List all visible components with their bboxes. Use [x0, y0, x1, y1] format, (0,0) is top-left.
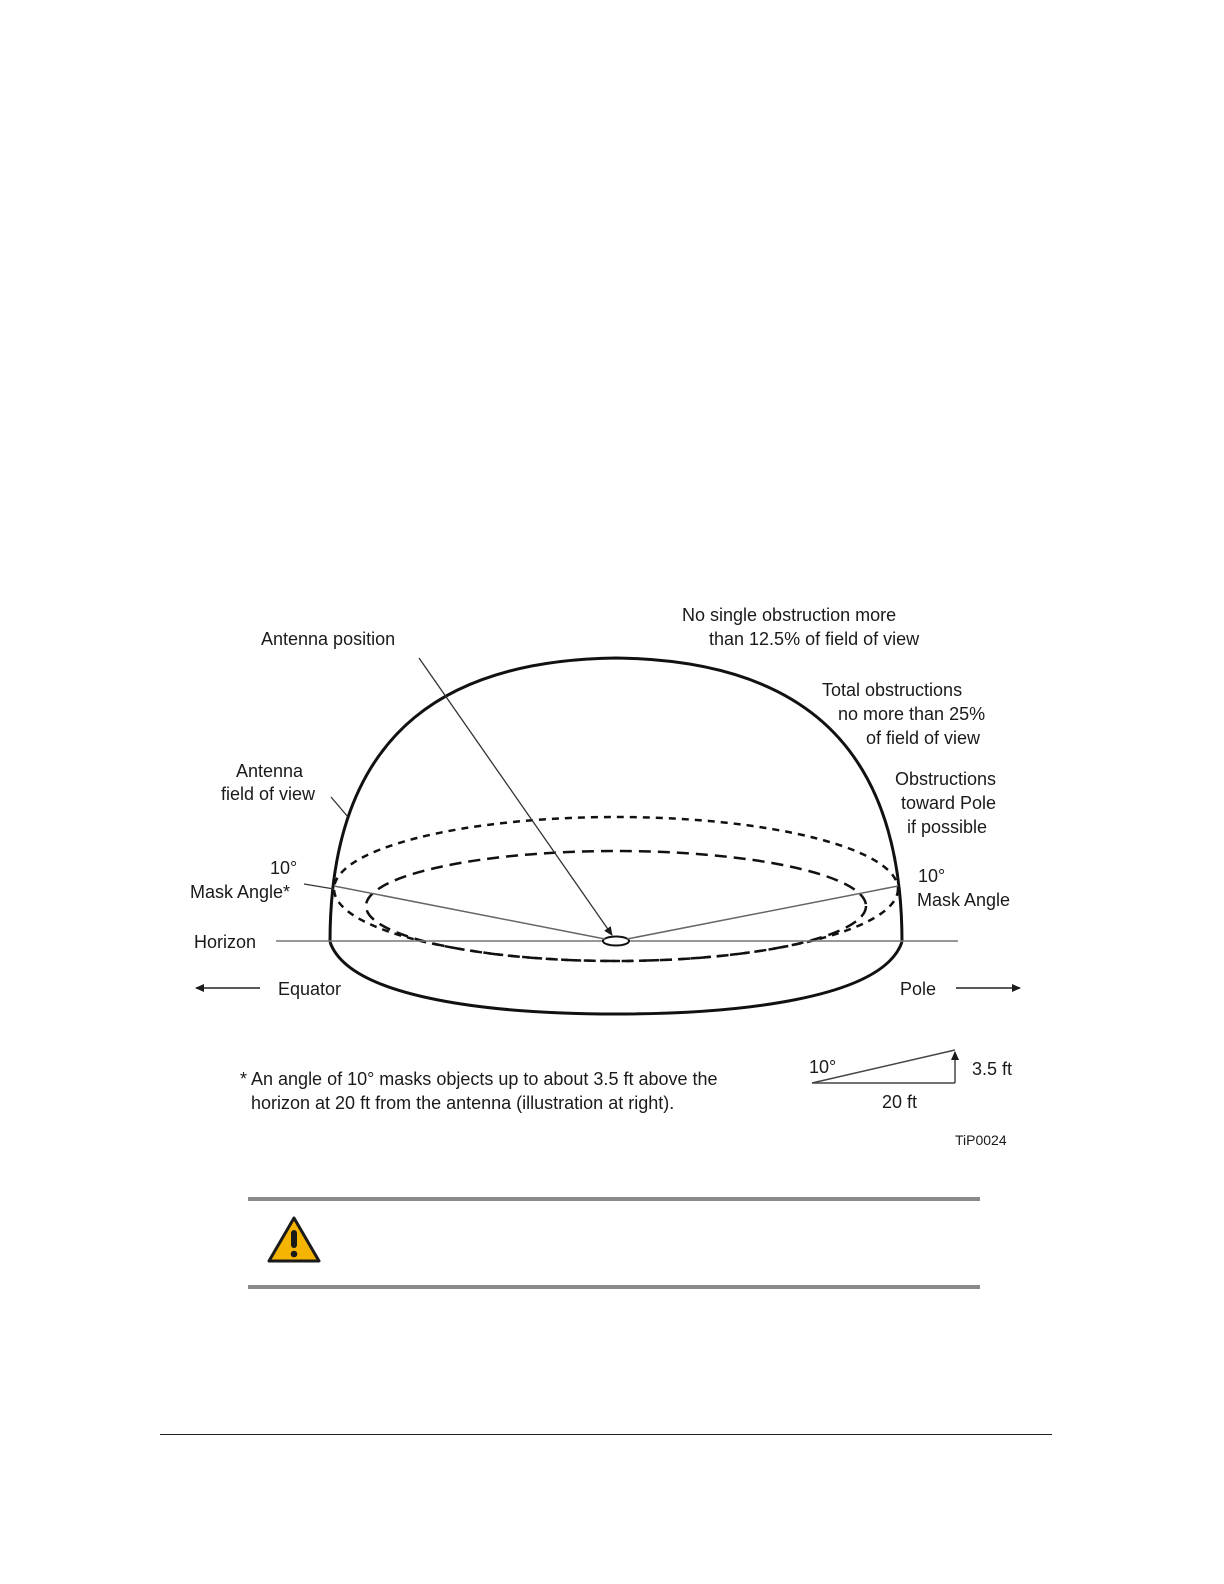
equator-label: Equator	[278, 979, 342, 999]
mask-angle-line-right	[627, 886, 898, 939]
footnote-line-1: * An angle of 10° masks objects up to about 3.5 ft above the	[240, 1069, 718, 1089]
total-obstructions-label-2: no more than 25%	[838, 704, 986, 724]
mask-angle-right-label: 10°	[918, 866, 946, 886]
footnote-line-2: horizon at 20 ft from the antenna (illustration at right).	[251, 1093, 675, 1113]
figure-id: TiP0024	[955, 1132, 1007, 1148]
antenna-position-leader	[419, 658, 612, 935]
caution-box	[248, 1197, 980, 1289]
total-obstructions-label: Total obstructions	[822, 680, 963, 700]
no-single-obstruction-label-2: than 12.5% of field of view	[709, 629, 920, 649]
triangle-angle-label: 10°	[809, 1057, 837, 1077]
total-obstructions-label-3: of field of view	[866, 728, 981, 748]
dome-outline	[330, 658, 902, 942]
warning-icon	[266, 1215, 322, 1265]
field-of-view-label-2: field of view	[221, 784, 316, 804]
dome-base-arc	[330, 942, 902, 1014]
field-of-view-label: Antenna	[236, 761, 304, 781]
footer-rule	[160, 1434, 1052, 1435]
mask-angle-left-label: 10°	[270, 858, 298, 878]
antenna-position-label: Antenna position	[261, 629, 396, 649]
field-of-view-leader	[331, 797, 348, 817]
toward-pole-label-2: toward Pole	[901, 793, 997, 813]
mask-angle-left-label-2: Mask Angle*	[190, 882, 291, 902]
toward-pole-label: Obstructions	[895, 769, 997, 789]
horizon-label: Horizon	[194, 932, 257, 952]
mask-angle-line-left	[334, 886, 605, 939]
mask-angle-right-label-2: Mask Angle	[917, 890, 1011, 910]
no-single-obstruction-label: No single obstruction more	[682, 605, 897, 625]
toward-pole-label-3: if possible	[907, 817, 988, 837]
triangle-base-label: 20 ft	[882, 1092, 918, 1112]
triangle-height-label: 3.5 ft	[972, 1059, 1013, 1079]
pole-label: Pole	[900, 979, 937, 999]
mask-angle-left-leader	[304, 884, 334, 889]
antenna-marker	[603, 937, 629, 946]
